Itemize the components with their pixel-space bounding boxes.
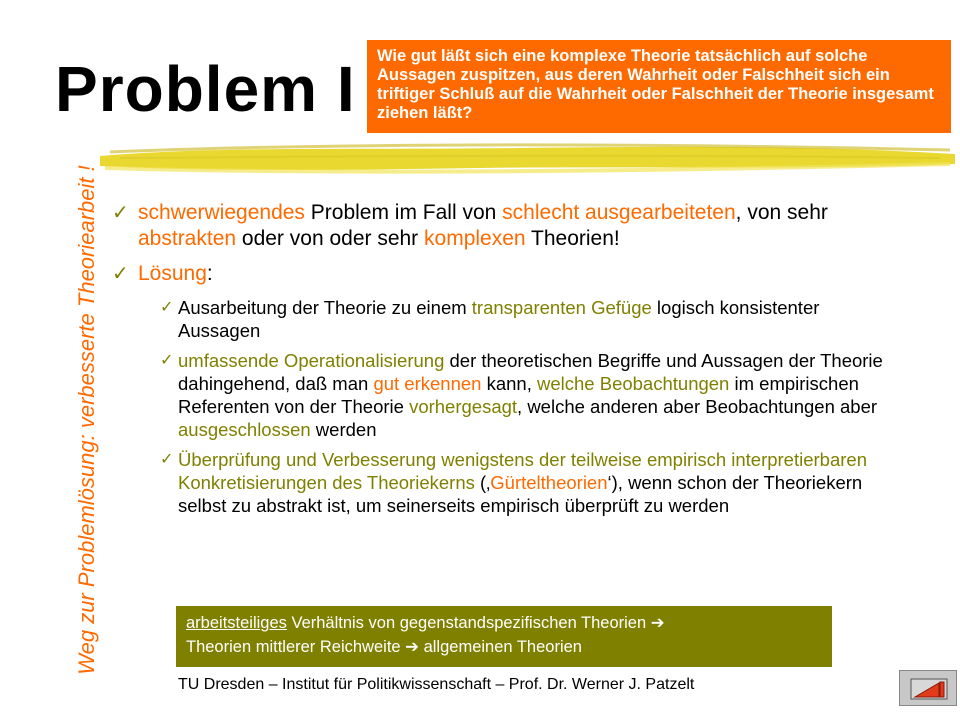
text-olive: umfassende Operationalisierung [178,350,445,371]
slide-title: Problem I [55,53,356,125]
text-orange: Lösung [138,262,207,285]
subbullet-elaboration [160,296,902,342]
text-olive: ausgeschlossen [178,419,311,440]
bullet-solution [112,261,902,287]
text-orange: Gürteltheorien [490,472,608,493]
text: im empirischen Referenten von der Theorie [178,373,859,417]
text-olive: transparenten Gefüge [471,297,652,318]
vertical-side-caption: Weg zur Problemlösung: verbesserte Theoriearbeit ! [74,165,99,675]
text-olive: Überprüfung und Verbesserung wenigstens der teilweise empirisch interpretierbaren Konkretisierungen des Theoriekerns [178,449,867,493]
slide-footer: TU Dresden – Institut für Politikwissenschaft – Prof. Dr. Werner J. Patzelt [178,676,695,693]
nav-end-icon [909,677,949,701]
text: kann, [481,373,537,394]
question-callout: Wie gut läßt sich eine komplexe Theorie tatsächlich auf solche Aussagen zuspitzen, aus deren Wahrheit oder Falschheit sich ein triftiger Schluß auf die Wahrheit oder Falschheit der Theorie insgesamt ziehen läßt? [367,40,951,133]
text-orange: schlecht ausgearbeiteten [502,201,736,224]
text: Problem im Fall von [304,201,503,224]
arrow-right-icon: ➔ [405,638,419,656]
text: ‘), wenn schon der Theoriekern selbst zu abstrakt ist, um seinerseits empirisch überprüft zu werden [178,472,863,516]
checkmark-icon: ✓ [160,352,174,369]
text: allgemeinen Theorien [419,638,582,656]
slide-content [112,200,902,524]
nav-end-button[interactable] [899,670,957,706]
text-olive: vorhergesagt [409,396,518,417]
text-orange: komplexen [424,227,526,250]
subbullet-operationalization [160,349,902,441]
subbullet-testing [160,448,902,517]
text: logisch konsistenter Aussagen [178,297,820,341]
brush-stroke-divider [100,138,955,178]
text-underlined: arbeitsteiliges [186,614,287,632]
text: Theorien! [525,227,620,250]
text: (‚ [474,472,491,493]
text-orange: gut erkennen [373,373,482,394]
checkmark-icon: ✓ [160,299,174,316]
text-orange: schwerwiegendes [138,201,305,224]
text: der theoretischen Begriffe und Aussagen der Theorie dahingehend, daß man [178,350,883,394]
checkmark-icon: ✓ [112,263,129,285]
checkmark-icon: ✓ [112,202,129,224]
text-olive: welche Beobachtungen [537,373,730,394]
text: Ausarbeitung der Theorie zu einem [178,297,472,318]
bullet-problem [112,200,902,252]
text: : [206,262,213,285]
text-orange: abstrakten [138,227,237,250]
text: , von sehr [735,201,828,224]
arrow-right-icon: ➔ [650,614,665,632]
text: , welche anderen aber Beobachtungen aber [517,396,878,417]
summary-box [176,606,832,667]
text: Verhältnis von gegenstandspezifischen Theorien [286,614,651,632]
text: Theorien mittlerer Reichweite [186,638,406,656]
text: oder von oder sehr [236,227,425,250]
checkmark-icon: ✓ [160,451,174,468]
text: werden [310,419,377,440]
